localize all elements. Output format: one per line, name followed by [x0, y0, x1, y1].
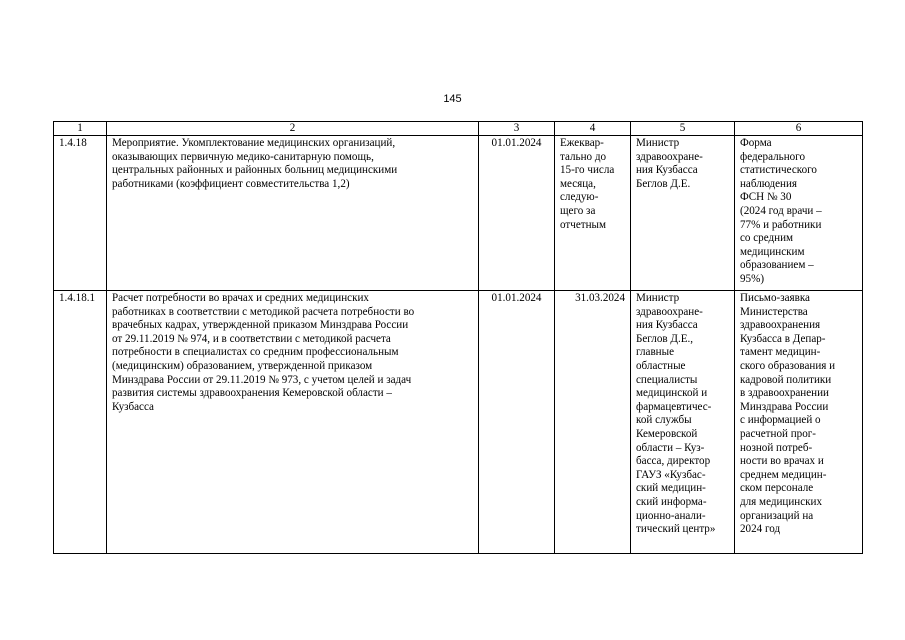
- row-responsible: Министр здравоохране- ния Кузбасса Беглов Д.Е.: [631, 136, 735, 291]
- row-deadline: 31.03.2024: [555, 291, 631, 554]
- row-start-date: 01.01.2024: [479, 136, 555, 291]
- row-description: Мероприятие. Укомплектование медицинских организаций, оказывающих первичную медико-санитарную помощь, центральных районных и районных больниц медицинскими работниками (коэффициент совместительства 1,2): [107, 136, 479, 291]
- column-header-2: 2: [107, 122, 479, 136]
- table-header-row: [54, 122, 863, 136]
- row-deadline: Ежеквар- тально до 15-го числа месяца, следую- щего за отчетным: [555, 136, 631, 291]
- page-number: 145: [443, 93, 462, 105]
- row-id: 1.4.18: [54, 136, 107, 291]
- column-header-1: 1: [54, 122, 107, 136]
- row-description: Расчет потребности во врачах и средних медицинских работниках в соответствии с методикой расчета потребности во врачебных кадрах, утвержденной приказом Минздрава России от 29.11.2019 № 974, и в соответствии с методикой расчета потребности в специалистах со средним профессиональным (медицинским) образованием, утвержденной приказом Минздрава России от 29.11.2019 № 973, с учетом целей и задач развития системы здравоохранения Кемеровской области – Кузбасса: [107, 291, 479, 554]
- column-header-3: 3: [479, 122, 555, 136]
- row-responsible: Министр здравоохране- ния Кузбасса Беглов Д.Е., главные областные специалисты медицинской и фармацевтичес- кой службы Кемеровской области – Куз- басса, директор ГАУЗ «Кузбас- ский медицин- ский информа- ционно-анали- тический центр»: [631, 291, 735, 554]
- column-header-5: 5: [631, 122, 735, 136]
- table-row: [54, 291, 863, 554]
- row-id: 1.4.18.1: [54, 291, 107, 554]
- row-result: Форма федерального статистического наблюдения ФСН № 30 (2024 год врачи – 77% и работники со средним медицинским образованием – 95%): [735, 136, 863, 291]
- column-header-6: 6: [735, 122, 863, 136]
- column-header-4: 4: [555, 122, 631, 136]
- row-start-date: 01.01.2024: [479, 291, 555, 554]
- table-row: [54, 136, 863, 291]
- action-plan-table: [53, 121, 863, 554]
- row-result: Письмо-заявка Министерства здравоохранения Кузбасса в Депар- тамент медицин- ского образования и кадровой политики в здравоохранении Минздрава России с информацией о расчетной прог- нозной потреб- ности во врачах и среднем медицин- ском персонале для медицинских организаций на 2024 год: [735, 291, 863, 554]
